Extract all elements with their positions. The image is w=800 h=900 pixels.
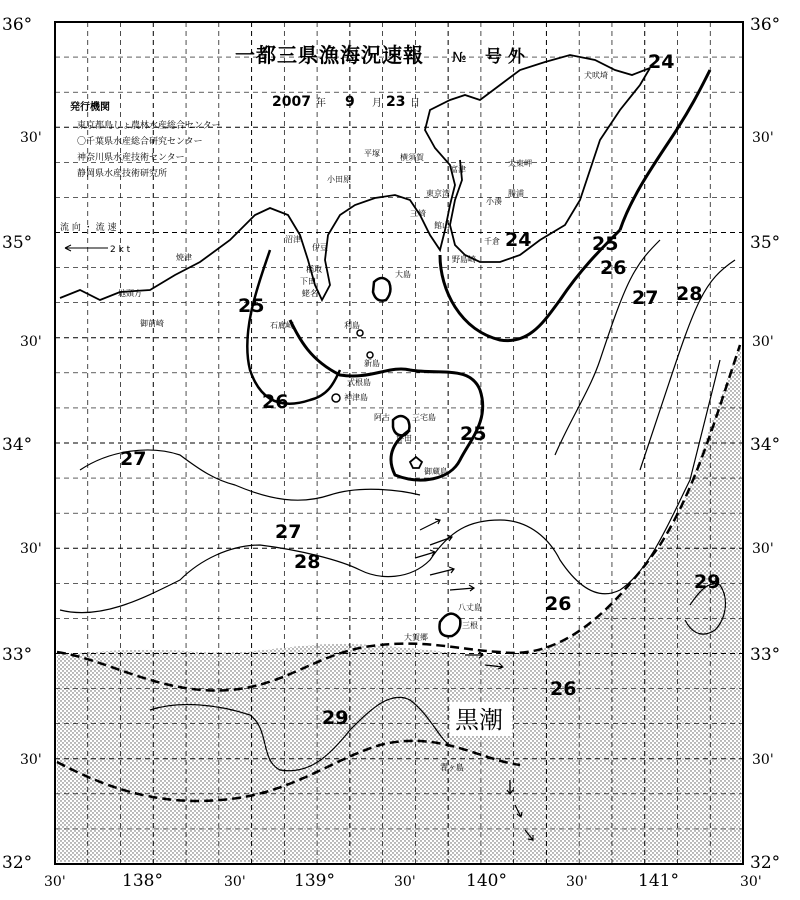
place-label: 石廊崎 [270,321,294,330]
place-label: 平塚 [364,149,380,158]
isotherm-label: 26 [545,593,572,615]
publisher-item: 〇千葉県水産総合研究センター [77,137,203,147]
place-label: 坪田 [396,434,412,443]
lat-label: 32° [750,853,781,873]
lat-label: 36° [2,15,33,35]
lat-label: 30' [20,541,42,557]
place-label: 沼津 [285,235,301,244]
island-mikura [410,457,422,468]
lat-labels-left [2,15,42,873]
place-label: 利島 [344,321,360,330]
publisher-item: 神奈川県水産技術センター [77,153,185,163]
lat-label: 34° [2,435,33,455]
place-label: 阿古 [374,413,390,422]
isotherm-label: 26 [600,257,627,279]
isotherm-label: 25 [592,233,619,255]
place-label: 野島崎 [452,255,476,264]
lat-label: 35° [750,233,781,253]
isotherm-label: 25 [238,295,265,317]
place-label: 小湊 [486,197,502,206]
place-label: 下田 [300,277,316,286]
lat-label: 30' [20,130,42,146]
isotherm-label: 27 [632,287,659,309]
isotherm-label: 26 [262,391,289,413]
date-month-unit: 月 [372,98,382,109]
isotherm-label: 28 [294,551,321,573]
place-label: 館山 [434,221,450,230]
island-kozu [332,394,340,402]
publisher-heading: 発行機関 [70,102,110,113]
lat-label: 33° [750,645,781,665]
lat-label: 30' [752,130,774,146]
lat-label: 33° [2,645,33,665]
lat-label: 30' [752,541,774,557]
isotherm-line-25-loop [290,320,483,480]
date-year: 2007 [272,94,311,110]
place-label: 大島 [395,270,411,279]
lon-label: 140° [466,871,507,891]
lat-label: 30' [20,752,42,768]
place-label: 新島 [364,359,380,368]
place-label: 八丈島 [458,603,482,612]
issue-no-symbol: № [452,50,467,66]
isotherm-label: 29 [322,707,349,729]
place-label: 富津 [450,165,466,174]
lon-label: 30' [224,874,246,890]
place-label: 伊豆 [312,243,328,252]
lon-label: 30' [44,874,66,890]
place-label: 御前崎 [140,319,164,328]
isotherm-label: 24 [648,51,675,73]
lon-label: 30' [740,874,762,890]
place-label: 東京湾 [426,189,450,198]
isotherm-label: 24 [505,229,532,251]
place-label: 太東岬 [508,159,532,168]
place-label: 犬吠埼 [584,71,608,80]
place-label: 神津島 [344,393,368,402]
date-day: 23 [386,94,406,110]
publisher-item: 静岡県水産技術研究所 [77,169,168,179]
legend-speed: 2 k t [110,245,131,255]
isotherm-label: 26 [550,678,577,700]
lat-label: 32° [2,853,33,873]
date-year-unit: 年 [316,98,326,109]
issue-suffix: 号 外 [485,47,525,67]
lon-label: 30' [566,874,588,890]
place-label: 御蔵島 [424,467,448,476]
isotherm-label: 25 [460,423,487,445]
lat-label: 35° [2,233,33,253]
date-month: 9 [345,94,355,110]
place-label: 蛯名 [302,289,318,298]
place-label: 勝浦 [508,189,524,198]
lon-label: 138° [122,871,163,891]
lat-labels-right [750,15,780,873]
lon-label: 30' [394,874,416,890]
place-label: 地頭方 [118,289,142,298]
island-niijima [367,352,373,358]
place-label: 横須賀 [400,153,424,162]
place-label: 千倉 [484,237,500,246]
date-day-unit: 日 [410,98,420,109]
isotherm-line-28-west [60,360,720,613]
map-title: 一都三県漁海況速報 [235,43,424,67]
place-label: 青ヶ島 [440,763,464,772]
isotherm-label: 27 [120,448,147,470]
lon-labels-bottom [44,871,762,891]
place-label: 三崎 [410,209,426,218]
place-label: 三宅島 [412,413,436,422]
lat-label: 36° [750,15,781,35]
lon-label: 141° [638,871,679,891]
island-toshima [357,330,363,336]
lat-label: 30' [20,334,42,350]
isotherm-label: 27 [275,521,302,543]
isotherm-label: 29 [694,571,721,593]
kuroshio-label: 黒潮 [455,706,503,734]
place-label: 三根 [462,621,478,630]
island-oshima [373,278,390,301]
place-label: 焼津 [176,253,192,262]
lat-label: 34° [750,435,781,455]
place-label: 稲取 [306,265,322,274]
lat-label: 30' [752,334,774,350]
lon-label: 139° [294,871,335,891]
publisher-item: 東京都島しょ農林水産総合センター [77,121,221,131]
isotherm-label: 28 [676,283,703,305]
place-label: 式根島 [347,378,371,387]
island-hachijo [440,614,461,637]
lat-label: 30' [752,752,774,768]
legend-heading: 流 向 ・ 流 速 [60,223,117,233]
place-label: 大賀郷 [404,633,428,642]
place-label: 小田原 [327,175,351,184]
